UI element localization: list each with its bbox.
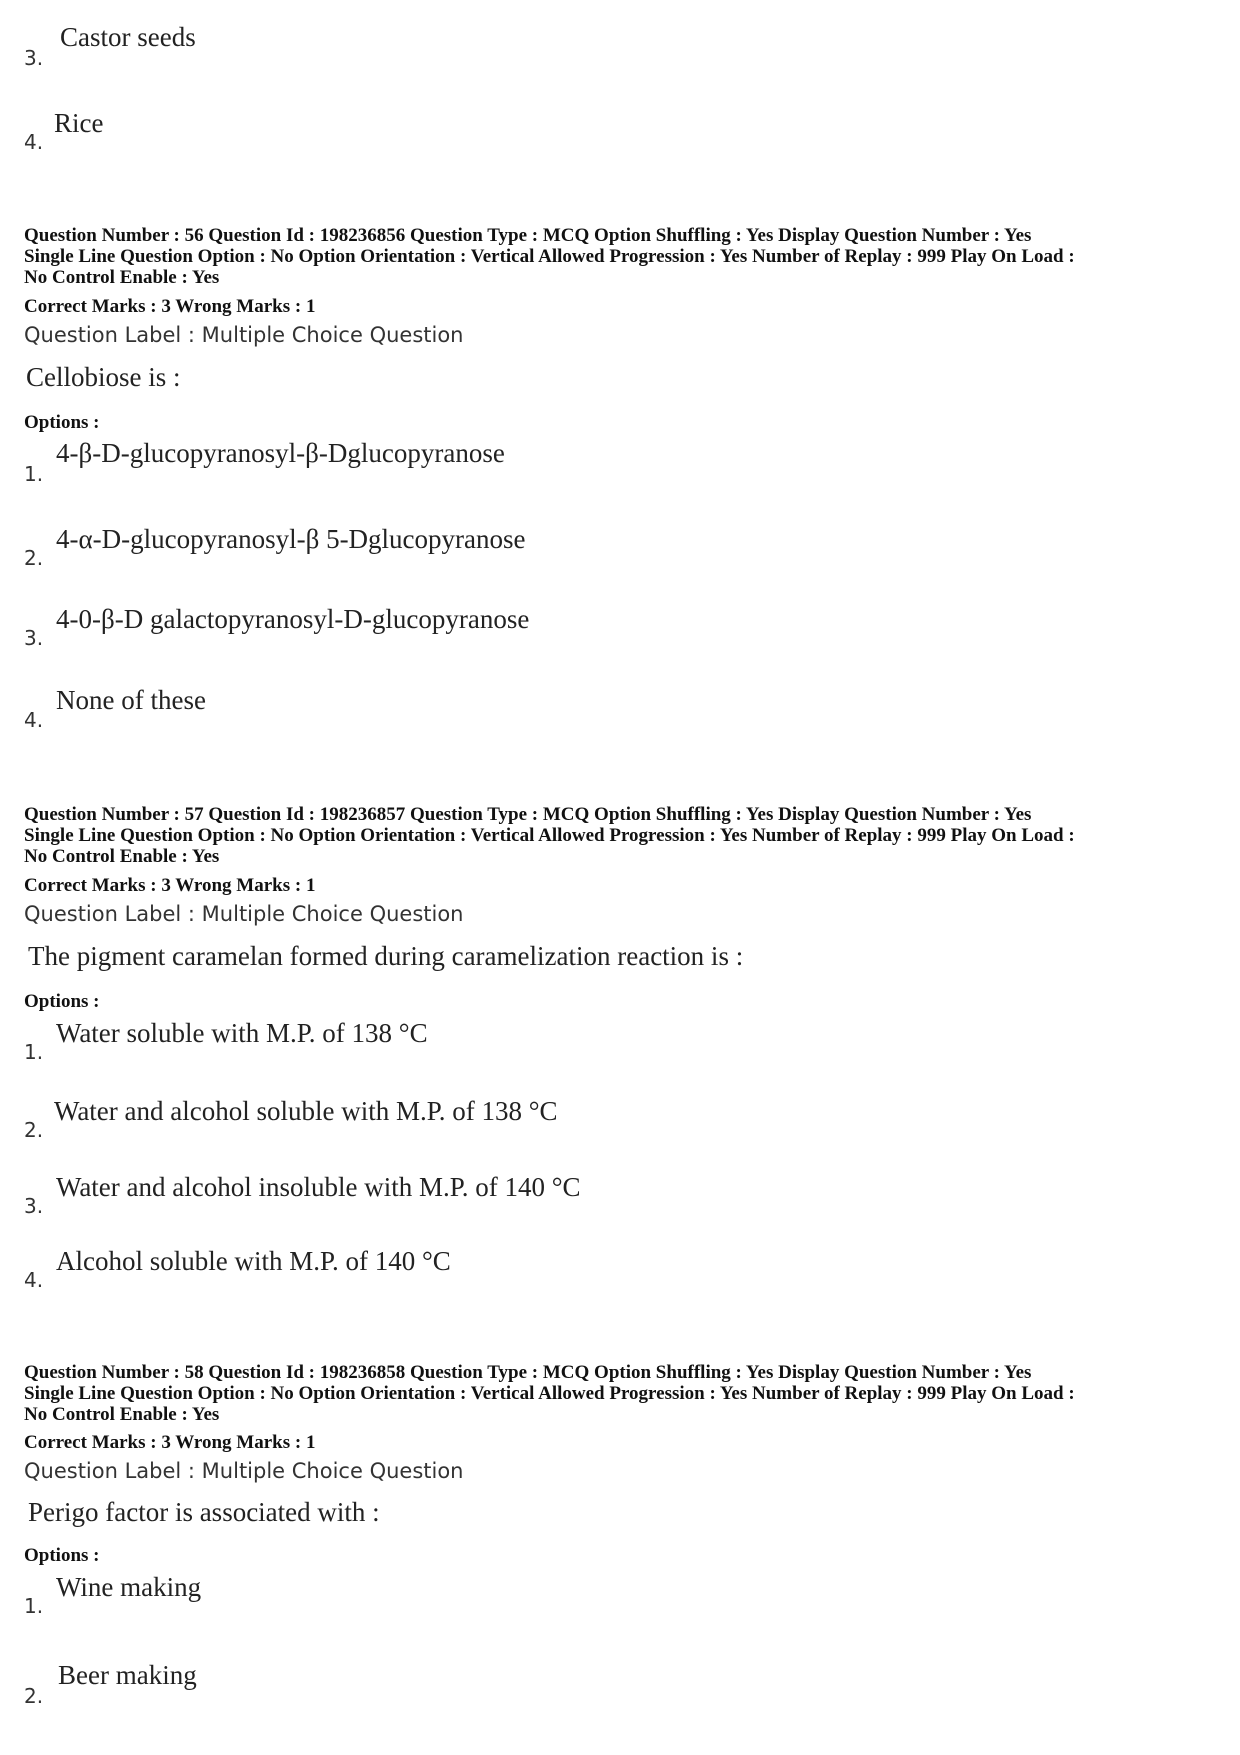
question-label: Question Label : Multiple Choice Question — [24, 1459, 464, 1483]
option-number: 2. — [24, 1118, 44, 1142]
option-text: 4-0-β-D galactopyranosyl-D-glucopyranose — [56, 604, 530, 634]
question-text: The pigment caramelan formed during caramelization reaction is : — [28, 941, 744, 971]
option-number: 1. — [24, 1594, 44, 1618]
option-number: 2. — [24, 546, 44, 570]
question-meta-line: Single Line Question Option : No Option Orientation : Vertical Allowed Progression : Yes Number of Replay : 999 Play On Load : — [24, 1383, 1075, 1404]
question-meta-line: Question Number : 56 Question Id : 198236856 Question Type : MCQ Option Shuffling : Yes Display Question Number : Yes — [24, 225, 1032, 246]
option-text: Beer making — [58, 1660, 197, 1690]
options-label: Options : — [24, 1545, 100, 1566]
question-marks: Correct Marks : 3 Wrong Marks : 1 — [24, 875, 316, 896]
question-label: Question Label : Multiple Choice Question — [24, 323, 464, 347]
option-number: 1. — [24, 1040, 44, 1064]
option-text: Water and alcohol soluble with M.P. of 138 °C — [54, 1096, 558, 1126]
option-number: 3. — [24, 46, 44, 70]
option-number: 4. — [24, 1268, 44, 1292]
question-meta-line: No Control Enable : Yes — [24, 267, 220, 288]
question-meta — [24, 1362, 1224, 1425]
question-meta-line: Single Line Question Option : No Option Orientation : Vertical Allowed Progression : Yes Number of Replay : 999 Play On Load : — [24, 246, 1075, 267]
question-meta-line: Single Line Question Option : No Option Orientation : Vertical Allowed Progression : Yes Number of Replay : 999 Play On Load : — [24, 825, 1075, 846]
option-number: 1. — [24, 462, 44, 486]
option-text: None of these — [56, 685, 206, 715]
option-text: Rice — [54, 108, 104, 138]
option-text: Castor seeds — [60, 22, 196, 52]
option-text: Wine making — [56, 1572, 202, 1602]
option-number: 4. — [24, 130, 44, 154]
option-text: Alcohol soluble with M.P. of 140 °C — [56, 1246, 451, 1276]
question-label: Question Label : Multiple Choice Question — [24, 902, 464, 926]
options-label: Options : — [24, 412, 100, 433]
question-meta — [24, 225, 1224, 288]
question-meta-line: Question Number : 58 Question Id : 198236858 Question Type : MCQ Option Shuffling : Yes Display Question Number : Yes — [24, 1362, 1032, 1383]
question-text: Perigo factor is associated with : — [28, 1497, 380, 1527]
option-text: 4-α-D-glucopyranosyl-β 5-Dglucopyranose — [56, 524, 526, 554]
question-meta-line: Question Number : 57 Question Id : 198236857 Question Type : MCQ Option Shuffling : Yes Display Question Number : Yes — [24, 804, 1032, 825]
question-meta-line: No Control Enable : Yes — [24, 846, 220, 867]
option-number: 3. — [24, 1194, 44, 1218]
question-marks: Correct Marks : 3 Wrong Marks : 1 — [24, 1432, 316, 1453]
option-number: 3. — [24, 626, 44, 650]
option-number: 2. — [24, 1684, 44, 1708]
option-text: Water soluble with M.P. of 138 °C — [56, 1018, 428, 1048]
option-text: 4-β-D-glucopyranosyl-β-Dglucopyranose — [56, 438, 505, 468]
option-text: Water and alcohol insoluble with M.P. of 140 °C — [56, 1172, 581, 1202]
question-meta-line: No Control Enable : Yes — [24, 1404, 220, 1425]
option-number: 4. — [24, 708, 44, 732]
question-marks: Correct Marks : 3 Wrong Marks : 1 — [24, 296, 316, 317]
options-label: Options : — [24, 991, 100, 1012]
question-meta — [24, 804, 1224, 867]
question-text: Cellobiose is : — [26, 362, 181, 392]
